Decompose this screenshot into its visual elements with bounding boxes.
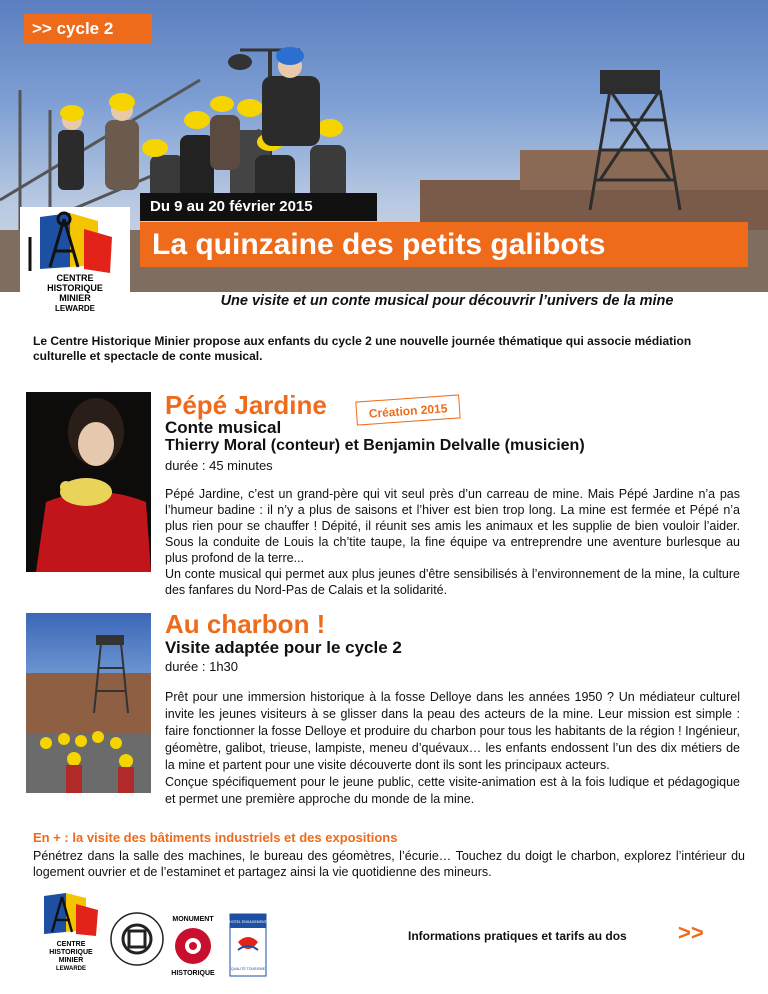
logo-small-line4: LEWARDE — [56, 966, 86, 972]
section1-description — [165, 486, 740, 598]
chm-logo — [20, 207, 130, 313]
chm-logo-small — [30, 888, 112, 978]
section2-duration: durée : 1h30 — [165, 659, 239, 674]
performer-photo — [26, 392, 151, 572]
logo-line1: CENTRE — [56, 273, 94, 283]
section1-authors: Thierry Moral (conteur) et Benjamin Delvalle (musicien) — [165, 437, 585, 454]
logo-small-line3: MINIER — [58, 957, 84, 964]
monument-bottom-label: HISTORIQUE — [171, 970, 215, 977]
section2-subtitle: Visite adaptée pour le cycle 2 — [165, 638, 402, 657]
section1-para2: Un conte musical qui permet aux plus jeunes d'être sensibilisés à l’environnement de la mine, la culture des fanfares du Nord-Pas de Calais et la solidarité. — [165, 567, 740, 597]
enplus-title: En + : la visite des bâtiments industriels et des expositions — [33, 830, 398, 845]
creation-badge: Création 2015 — [355, 394, 460, 425]
logo-line2: HISTORIQUE — [47, 283, 103, 293]
world-heritage-icon — [108, 908, 166, 970]
page-title: La quinzaine des petits galibots — [140, 222, 748, 267]
section2-para1: Prêt pour une immersion historique à la fosse Delloye dans les années 1950 ? Un médiateur culturel invite les jeunes visiteurs à se glisser dans la peau des acteurs de la mine. Leur mission est simple : faire fonctionner la fosse Delloye et produire du charbon pour tous les habitants de la région ! Ingénieur, géomètre, galibot, trieuse, lampiste, meneu d’quévaux… les enfants endossent l’un des dix métiers de la mine et partent pour une visite découverte dont ils sont les principaux acteurs. — [165, 690, 740, 772]
monument-historique-logo — [165, 912, 221, 978]
cycle-badge: >> cycle 2 — [24, 14, 152, 44]
qualite-bottom-label: QUALITÉ TOURISME — [230, 967, 266, 971]
chm-logo-graphic — [20, 207, 130, 313]
section1-duration: durée : 45 minutes — [165, 458, 273, 473]
date-banner: Du 9 au 20 février 2015 — [140, 193, 377, 221]
logo-line4: LEWARDE — [55, 304, 95, 313]
section1-subtitle: Conte musical — [165, 418, 282, 437]
qualite-top-label: HOTEL ENGAGEMENT — [229, 920, 267, 924]
logo-small-line1: CENTRE — [56, 941, 86, 948]
visit-photo — [26, 613, 151, 793]
next-page-arrow[interactable]: >> — [678, 920, 704, 945]
subtitle: Une visite et un conte musical pour découvrir l’univers de la mine — [220, 293, 674, 309]
section2-para2: Conçue spécifiquement pour le jeune public, cette visite-animation est à la fois ludique et pédagogique et permet une première approche du monde de la mine. — [165, 775, 740, 806]
section1-title: Pépé Jardine — [165, 390, 327, 420]
intro-text: Le Centre Historique Minier propose aux enfants du cycle 2 une nouvelle journée thématique qui associe médiation culturelle et spectacle de conte musical. — [33, 334, 692, 363]
section2-title: Au charbon ! — [165, 609, 326, 639]
section1-para1: Pépé Jardine, c’est un grand-père qui vit seul près d’un carreau de mine. Mais Pépé Jardine n’a pas l’humeur badine : il n’y a plus de saisons et l’hiver est bien trop long. La mine est fermée et Pépé n’a plus rien pour se chauffer ! Dépité, il réunit ses amis les animaux et les supplie de bien vouloir l’aider. Sous la conduite de Louis la ch’tite taupe, la fine équipe va entreprendre une aventure burlesque au plus profond de la terre... — [165, 487, 740, 565]
monument-top-label: MONUMENT — [172, 916, 214, 923]
qualite-tourisme-logo — [224, 912, 272, 978]
footer-info: Informations pratiques et tarifs au dos — [408, 929, 627, 943]
logo-small-line2: HISTORIQUE — [49, 949, 93, 956]
logo-line3: MINIER — [59, 293, 91, 303]
section2-description — [165, 689, 740, 808]
enplus-text: Pénétrez dans la salle des machines, le bureau des géomètres, l’écurie… Touchez du doigt le charbon, explorez l’intérieur du logement ouvrier et de l’estaminet et partagez ainsi la vie quotidienne des mineurs. — [33, 849, 745, 879]
